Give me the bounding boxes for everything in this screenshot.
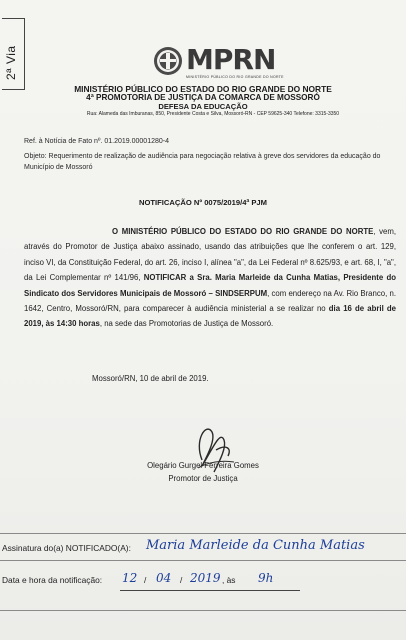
datetime-field-label: Data e hora da notificação: <box>2 575 103 585</box>
notification-title: NOTIFICAÇÃO Nº 0075/2019/4ª PJM <box>139 198 267 207</box>
notification-year: 2019 <box>190 571 221 585</box>
signature-field-label: Assinatura do(a) NOTIFICADO(A): <box>2 543 131 553</box>
date-separator-1: / <box>144 575 147 585</box>
body-notified-party: NOTIFICAR a Sra. Maria Marleide da Cunha Matias, Presidente do Sindicato dos Servidores Municipais de Mossoró – SINDSERPUM <box>24 273 396 298</box>
notification-body <box>24 224 396 332</box>
logo-wordmark: MPRN <box>186 43 276 76</box>
body-text-3: , na sede das Promotorias de Justiça de Mossoró. <box>99 319 274 329</box>
divider-mid <box>0 560 406 561</box>
signatory-role: Promotor de Justiça <box>168 474 238 483</box>
stamp-label: 2ª Via <box>4 45 18 80</box>
body-text-1: , vem, através do Promotor de Justiça abaixo assinado, usando das atribuições que lhe conferem o art. 129, inciso VI, da Constituição Federal, do art. 26, inciso I, alínea "a", da Lei Federal nº 8.625/93, e art. 68, I, "a", da Lei Complementar nº 141/96, <box>24 227 396 283</box>
time-connector: , às <box>222 575 236 585</box>
notification-hour: 9h <box>258 571 274 585</box>
signatory-name: Olegário Gurgel Ferreira Gomes <box>147 461 259 470</box>
notification-month: 04 <box>156 571 172 585</box>
header-address: Rua: Alameda das Imburanas, 850, Presidente Costa e Silva, Mossoró-RN - CEP 59625-340 Telefone: 3315-3350 <box>86 111 340 117</box>
divider-top <box>0 533 406 534</box>
reference-line: Ref. à Notícia de Fato nº. 01.2019.00001280-4 <box>24 138 169 145</box>
datetime-underline <box>120 590 300 591</box>
signature-field-value: Maria Marleide da Cunha Matias <box>146 538 365 553</box>
date-separator-2: / <box>180 575 183 585</box>
header-institution: MINISTÉRIO PÚBLICO DO ESTADO DO RIO GRANDE DO NORTE <box>74 84 332 94</box>
body-text-2: , com endereço na Av. Rio Branco, n. 1642, Centro, Mossoró/RN, para comparecer à audiência ministerial a se realizar no <box>24 288 396 314</box>
notification-day: 12 <box>122 571 138 585</box>
issue-date: Mossoró/RN, 10 de abril de 2019. <box>92 374 209 383</box>
logo-subtitle: MINISTÉRIO PÚBLICO DO RIO GRANDE DO NORTE <box>186 75 284 79</box>
divider-bottom <box>0 610 406 611</box>
header-promotoria: 4ª PROMOTORIA DE JUSTIÇA DA COMARCA DE MOSSORÓ <box>86 93 320 102</box>
body-institution: O MINISTÉRIO PÚBLICO DO ESTADO DO RIO GRANDE DO NORTE <box>112 227 374 236</box>
body-hearing-date: dia 16 de abril de 2019, às 14:30 horas <box>24 304 396 329</box>
subject-paragraph: Objeto: Requerimento de realização de audiência para negociação relativa à greve dos servidores da educação do Município de Mossoró <box>24 153 381 171</box>
header-department: DEFESA DA EDUCAÇÃO <box>158 102 248 111</box>
